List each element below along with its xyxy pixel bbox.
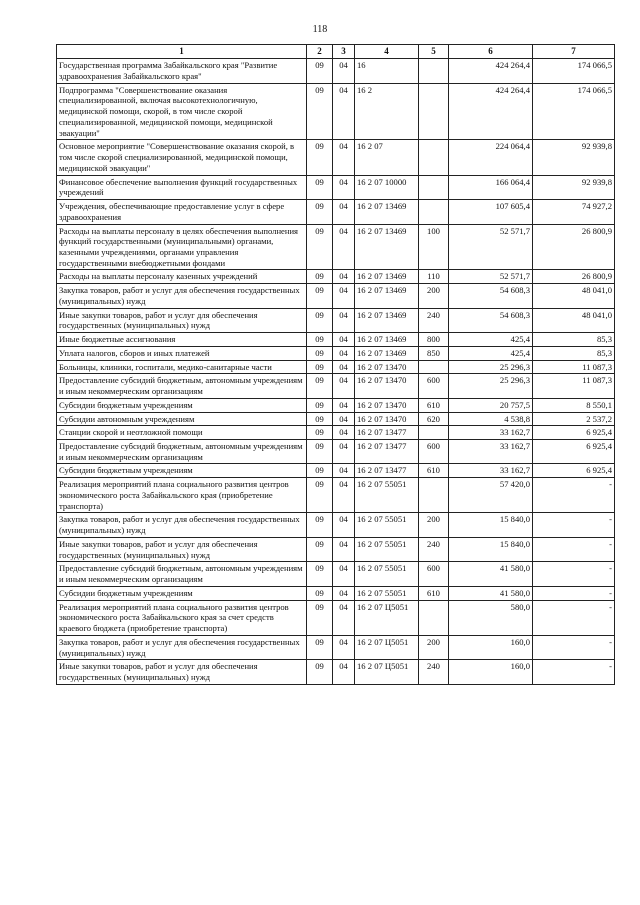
row-amount-actual: 11 087,3 — [533, 374, 615, 398]
row-subsection: 04 — [333, 635, 355, 659]
row-amount-actual: 2 537,2 — [533, 412, 615, 426]
row-section: 09 — [307, 308, 333, 332]
row-target-code: 16 2 07 10000 — [355, 175, 419, 199]
row-expense-type: 600 — [419, 374, 449, 398]
row-amount-actual: 11 087,3 — [533, 360, 615, 374]
row-expense-type: 610 — [419, 398, 449, 412]
row-amount-plan: 57 420,0 — [449, 478, 533, 513]
row-amount-plan: 4 538,8 — [449, 412, 533, 426]
row-name: Подпрограмма "Совершенствование оказания специализированной, включая высокотехнологичную, медицинской помощи, скорой, в том числе скорой специализированной, медицинской помощи, медицинской эвакуации" — [57, 83, 307, 140]
row-amount-actual: - — [533, 586, 615, 600]
row-amount-actual: - — [533, 562, 615, 586]
row-name: Закупка товаров, работ и услуг для обеспечения государственных (муниципальных) нужд — [57, 513, 307, 537]
row-amount-plan: 20 757,5 — [449, 398, 533, 412]
header-cell: 4 — [355, 45, 419, 59]
page-number: 118 — [312, 24, 328, 35]
row-amount-actual: 85,3 — [533, 346, 615, 360]
row-target-code: 16 2 — [355, 83, 419, 140]
row-amount-plan: 41 580,0 — [449, 562, 533, 586]
row-target-code: 16 2 07 13470 — [355, 360, 419, 374]
row-expense-type: 620 — [419, 412, 449, 426]
row-amount-plan: 33 162,7 — [449, 426, 533, 440]
row-section: 09 — [307, 412, 333, 426]
row-section: 09 — [307, 398, 333, 412]
row-expense-type — [419, 175, 449, 199]
row-section: 09 — [307, 346, 333, 360]
header-cell: 6 — [449, 45, 533, 59]
row-expense-type: 110 — [419, 270, 449, 284]
row-target-code: 16 2 07 55051 — [355, 537, 419, 561]
table-row — [57, 562, 615, 586]
row-target-code: 16 2 07 13477 — [355, 426, 419, 440]
table-row — [57, 200, 615, 224]
row-amount-actual: - — [533, 600, 615, 635]
row-name: Расходы на выплаты персоналу в целях обеспечения выполнения функций государственными (муниципальными) органами, казенными учреждениями, органами управления государственными внебюджетными фондами — [57, 224, 307, 270]
table-row — [57, 83, 615, 140]
row-section: 09 — [307, 374, 333, 398]
row-section: 09 — [307, 478, 333, 513]
table-row — [57, 374, 615, 398]
row-subsection: 04 — [333, 464, 355, 478]
table-row — [57, 360, 615, 374]
row-amount-actual: 6 925,4 — [533, 440, 615, 464]
row-section: 09 — [307, 586, 333, 600]
row-subsection: 04 — [333, 398, 355, 412]
table-header-row — [57, 45, 615, 59]
budget-table — [56, 44, 615, 685]
table-row — [57, 270, 615, 284]
row-subsection: 04 — [333, 308, 355, 332]
row-expense-type: 600 — [419, 562, 449, 586]
row-amount-actual: - — [533, 635, 615, 659]
row-name: Закупка товаров, работ и услуг для обеспечения государственных (муниципальных) нужд — [57, 284, 307, 308]
table-row — [57, 537, 615, 561]
table-row — [57, 513, 615, 537]
row-section: 09 — [307, 440, 333, 464]
row-name: Субсидии бюджетным учреждениям — [57, 586, 307, 600]
row-section: 09 — [307, 224, 333, 270]
row-expense-type: 850 — [419, 346, 449, 360]
row-name: Расходы на выплаты персоналу казенных учреждений — [57, 270, 307, 284]
table-row — [57, 284, 615, 308]
row-subsection: 04 — [333, 600, 355, 635]
row-subsection: 04 — [333, 360, 355, 374]
row-name: Иные закупки товаров, работ и услуг для обеспечения государственных (муниципальных) нужд — [57, 308, 307, 332]
row-amount-actual: - — [533, 513, 615, 537]
row-amount-actual: 174 066,5 — [533, 83, 615, 140]
row-subsection: 04 — [333, 140, 355, 175]
row-amount-plan: 52 571,7 — [449, 224, 533, 270]
row-expense-type — [419, 478, 449, 513]
row-name: Предоставление субсидий бюджетным, автономным учреждениям и иным некоммерческим организациям — [57, 374, 307, 398]
row-name: Основное мероприятие "Совершенствование оказания скорой, в том числе скорой специализированной, медицинской помощи, медицинской эвакуации" — [57, 140, 307, 175]
row-expense-type — [419, 140, 449, 175]
row-amount-actual: - — [533, 478, 615, 513]
row-amount-actual: - — [533, 537, 615, 561]
row-expense-type: 610 — [419, 464, 449, 478]
row-amount-actual: 6 925,4 — [533, 426, 615, 440]
row-amount-actual: 92 939,8 — [533, 140, 615, 175]
row-expense-type: 610 — [419, 586, 449, 600]
row-target-code: 16 2 07 Ц5051 — [355, 660, 419, 684]
row-subsection: 04 — [333, 284, 355, 308]
row-section: 09 — [307, 59, 333, 83]
row-expense-type: 200 — [419, 513, 449, 537]
table-row — [57, 333, 615, 347]
row-section: 09 — [307, 426, 333, 440]
row-section: 09 — [307, 360, 333, 374]
row-expense-type: 240 — [419, 537, 449, 561]
row-subsection: 04 — [333, 537, 355, 561]
table-row — [57, 586, 615, 600]
row-amount-plan: 425,4 — [449, 346, 533, 360]
row-amount-actual: 26 800,9 — [533, 270, 615, 284]
row-amount-plan: 33 162,7 — [449, 464, 533, 478]
row-section: 09 — [307, 175, 333, 199]
row-section: 09 — [307, 513, 333, 537]
row-section: 09 — [307, 600, 333, 635]
row-expense-type: 100 — [419, 224, 449, 270]
row-amount-actual: 92 939,8 — [533, 175, 615, 199]
row-subsection: 04 — [333, 83, 355, 140]
row-amount-plan: 25 296,3 — [449, 360, 533, 374]
row-section: 09 — [307, 660, 333, 684]
row-target-code: 16 2 07 Ц5051 — [355, 600, 419, 635]
row-name: Реализация мероприятий плана социального развития центров экономического роста Забайкальского края за счет средств краевого бюджета (приобретение транспорта) — [57, 600, 307, 635]
row-amount-plan: 25 296,3 — [449, 374, 533, 398]
table-row — [57, 412, 615, 426]
row-amount-plan: 107 605,4 — [449, 200, 533, 224]
table-row — [57, 600, 615, 635]
row-amount-plan: 425,4 — [449, 333, 533, 347]
row-target-code: 16 2 07 13470 — [355, 398, 419, 412]
row-expense-type — [419, 83, 449, 140]
row-subsection: 04 — [333, 478, 355, 513]
table-row — [57, 346, 615, 360]
table-row — [57, 308, 615, 332]
row-expense-type: 200 — [419, 635, 449, 659]
row-amount-actual: 174 066,5 — [533, 59, 615, 83]
row-name: Субсидии автономным учреждениям — [57, 412, 307, 426]
row-amount-plan: 224 064,4 — [449, 140, 533, 175]
row-amount-plan: 424 264,4 — [449, 83, 533, 140]
table-row — [57, 464, 615, 478]
row-subsection: 04 — [333, 426, 355, 440]
row-subsection: 04 — [333, 175, 355, 199]
row-target-code: 16 2 07 13469 — [355, 333, 419, 347]
row-target-code: 16 2 07 13470 — [355, 374, 419, 398]
row-target-code: 16 — [355, 59, 419, 83]
row-target-code: 16 2 07 — [355, 140, 419, 175]
table-row — [57, 59, 615, 83]
row-amount-plan: 52 571,7 — [449, 270, 533, 284]
row-section: 09 — [307, 140, 333, 175]
row-target-code: 16 2 07 13469 — [355, 200, 419, 224]
row-name: Больницы, клиники, госпитали, медико-санитарные части — [57, 360, 307, 374]
row-target-code: 16 2 07 55051 — [355, 586, 419, 600]
row-amount-actual: 74 927,2 — [533, 200, 615, 224]
row-expense-type: 800 — [419, 333, 449, 347]
row-subsection: 04 — [333, 374, 355, 398]
row-section: 09 — [307, 537, 333, 561]
row-name: Закупка товаров, работ и услуг для обеспечения государственных (муниципальных) нужд — [57, 635, 307, 659]
row-subsection: 04 — [333, 562, 355, 586]
row-target-code: 16 2 07 Ц5051 — [355, 635, 419, 659]
row-target-code: 16 2 07 13477 — [355, 440, 419, 464]
row-amount-actual: - — [533, 660, 615, 684]
row-expense-type — [419, 200, 449, 224]
row-target-code: 16 2 07 13469 — [355, 270, 419, 284]
row-subsection: 04 — [333, 346, 355, 360]
row-name: Предоставление субсидий бюджетным, автономным учреждениям и иным некоммерческим организациям — [57, 440, 307, 464]
row-target-code: 16 2 07 13469 — [355, 284, 419, 308]
row-section: 09 — [307, 270, 333, 284]
row-name: Предоставление субсидий бюджетным, автономным учреждениям и иным некоммерческим организациям — [57, 562, 307, 586]
row-target-code: 16 2 07 55051 — [355, 513, 419, 537]
row-expense-type — [419, 360, 449, 374]
row-subsection: 04 — [333, 270, 355, 284]
row-subsection: 04 — [333, 224, 355, 270]
row-subsection: 04 — [333, 200, 355, 224]
row-name: Станции скорой и неотложной помощи — [57, 426, 307, 440]
row-target-code: 16 2 07 55051 — [355, 562, 419, 586]
row-expense-type: 240 — [419, 660, 449, 684]
row-amount-plan: 15 840,0 — [449, 513, 533, 537]
row-section: 09 — [307, 200, 333, 224]
row-name: Уплата налогов, сборов и иных платежей — [57, 346, 307, 360]
row-subsection: 04 — [333, 59, 355, 83]
table-row — [57, 440, 615, 464]
row-amount-actual: 8 550,1 — [533, 398, 615, 412]
table-row — [57, 224, 615, 270]
row-name: Иные закупки товаров, работ и услуг для обеспечения государственных (муниципальных) нужд — [57, 537, 307, 561]
table-row — [57, 398, 615, 412]
table-row — [57, 478, 615, 513]
row-amount-plan: 160,0 — [449, 635, 533, 659]
row-section: 09 — [307, 284, 333, 308]
table-row — [57, 426, 615, 440]
row-expense-type: 200 — [419, 284, 449, 308]
row-target-code: 16 2 07 13470 — [355, 412, 419, 426]
header-cell: 3 — [333, 45, 355, 59]
row-amount-plan: 54 608,3 — [449, 308, 533, 332]
row-amount-actual: 48 041,0 — [533, 284, 615, 308]
header-cell: 1 — [57, 45, 307, 59]
row-target-code: 16 2 07 55051 — [355, 478, 419, 513]
table-row — [57, 140, 615, 175]
row-name: Учреждения, обеспечивающие предоставление услуг в сфере здравоохранения — [57, 200, 307, 224]
row-name: Реализация мероприятий плана социального развития центров экономического роста Забайкальского края (приобретение транспорта) — [57, 478, 307, 513]
header-cell: 5 — [419, 45, 449, 59]
header-cell: 2 — [307, 45, 333, 59]
row-name: Субсидии бюджетным учреждениям — [57, 398, 307, 412]
row-subsection: 04 — [333, 333, 355, 347]
row-expense-type — [419, 600, 449, 635]
row-name: Иные бюджетные ассигнования — [57, 333, 307, 347]
table-row — [57, 660, 615, 684]
row-subsection: 04 — [333, 440, 355, 464]
row-amount-actual: 85,3 — [533, 333, 615, 347]
row-section: 09 — [307, 562, 333, 586]
row-name: Государственная программа Забайкальского края "Развитие здравоохранения Забайкальского края" — [57, 59, 307, 83]
table-row — [57, 175, 615, 199]
row-amount-plan: 54 608,3 — [449, 284, 533, 308]
row-section: 09 — [307, 83, 333, 140]
row-subsection: 04 — [333, 660, 355, 684]
row-subsection: 04 — [333, 412, 355, 426]
header-cell: 7 — [533, 45, 615, 59]
row-target-code: 16 2 07 13469 — [355, 224, 419, 270]
row-name: Иные закупки товаров, работ и услуг для обеспечения государственных (муниципальных) нужд — [57, 660, 307, 684]
row-section: 09 — [307, 333, 333, 347]
row-amount-plan: 41 580,0 — [449, 586, 533, 600]
row-amount-actual: 6 925,4 — [533, 464, 615, 478]
row-name: Финансовое обеспечение выполнения функций государственных учреждений — [57, 175, 307, 199]
row-target-code: 16 2 07 13477 — [355, 464, 419, 478]
row-section: 09 — [307, 464, 333, 478]
row-subsection: 04 — [333, 586, 355, 600]
table-row — [57, 635, 615, 659]
row-amount-plan: 580,0 — [449, 600, 533, 635]
row-amount-plan: 160,0 — [449, 660, 533, 684]
row-expense-type: 600 — [419, 440, 449, 464]
row-expense-type — [419, 59, 449, 83]
row-amount-actual: 48 041,0 — [533, 308, 615, 332]
row-amount-plan: 166 064,4 — [449, 175, 533, 199]
row-section: 09 — [307, 635, 333, 659]
row-amount-actual: 26 800,9 — [533, 224, 615, 270]
row-target-code: 16 2 07 13469 — [355, 346, 419, 360]
row-amount-plan: 33 162,7 — [449, 440, 533, 464]
row-name: Субсидии бюджетным учреждениям — [57, 464, 307, 478]
row-target-code: 16 2 07 13469 — [355, 308, 419, 332]
row-subsection: 04 — [333, 513, 355, 537]
row-amount-plan: 424 264,4 — [449, 59, 533, 83]
row-amount-plan: 15 840,0 — [449, 537, 533, 561]
row-expense-type: 240 — [419, 308, 449, 332]
row-expense-type — [419, 426, 449, 440]
